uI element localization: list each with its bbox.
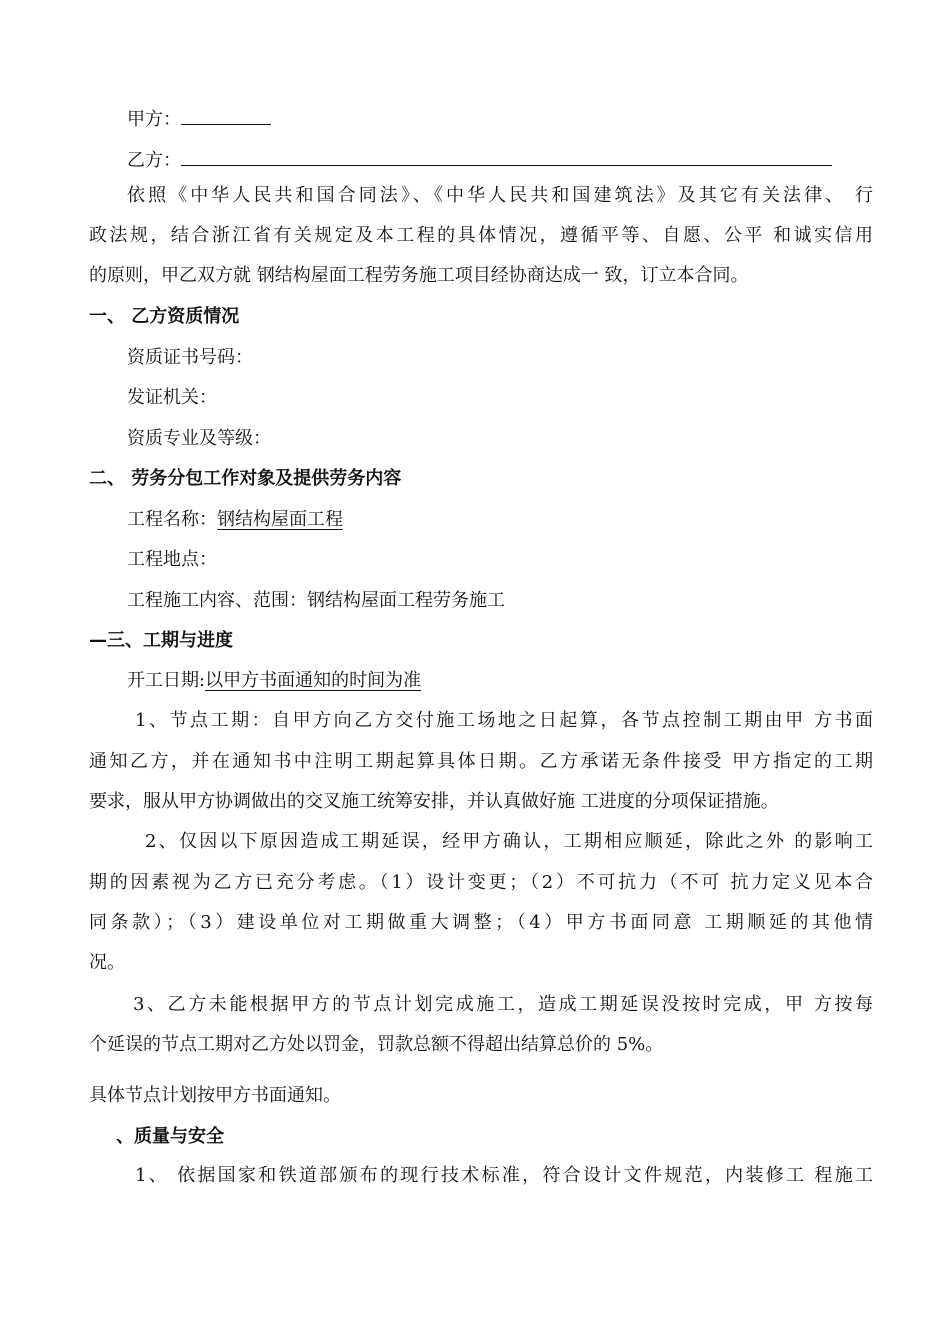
- project-name-value: 钢结构屋面工程: [217, 509, 343, 530]
- issuer-label: 发证机关：: [127, 387, 217, 408]
- schedule-note: 具体节点计划按甲方书面通知。: [89, 1085, 341, 1106]
- project-name-label: 工程名称：: [127, 509, 217, 530]
- party-a-label: 甲方：: [127, 109, 181, 130]
- item-3-line-1: 3、乙方未能根据甲方的节点计划完成施工，造成工期延误没按时完成，甲 方按每: [133, 994, 873, 1015]
- item-2-line-3: 同条款）；（3）建设单位对工期做重大调整；（4）甲方书面同意 工期顺延的其他情: [89, 912, 873, 933]
- preamble-line-3: 的原则，甲乙双方就 钢结构屋面工程劳务施工项目经协商达成一 致，订立本合同。: [89, 265, 749, 286]
- section-4-title: 、质量与安全: [116, 1126, 224, 1147]
- party-b-blank: [181, 147, 832, 166]
- preamble-line-2: 政法规，结合浙江省有关规定及本工程的具体情况，遵循平等、自愿、公平 和诚实信用: [89, 225, 873, 246]
- cert-number-label: 资质证书号码：: [127, 347, 253, 368]
- section-2-title: 二、 劳务分包工作对象及提供劳务内容: [89, 468, 402, 489]
- party-b-label: 乙方：: [127, 150, 181, 171]
- item-3-line-2: 个延误的节点工期对乙方处以罚金，罚款总额不得超出结算总价的 5%。: [89, 1034, 664, 1055]
- item-2-line-2: 期的因素视为乙方已充分考虑。（1）设计变更；（2）不可抗力（不可 抗力定义见本合: [89, 872, 873, 893]
- specialty-grade-label: 资质专业及等级：: [127, 428, 271, 449]
- party-b-line: [127, 147, 832, 173]
- section-3-title: —三、工期与进度: [89, 630, 233, 651]
- item-2-line-4: 况。: [89, 952, 125, 973]
- project-name-line: [127, 508, 343, 532]
- item-1-line-2: 通知乙方，并在通知书中注明工期起算具体日期。乙方承诺无条件接受 甲方指定的工期: [89, 751, 873, 772]
- preamble-line-1: 依照《中华人民共和国合同法》、《中华人民共和国建筑法》及其它有关法律、 行: [127, 185, 873, 206]
- section-1-title: 一、 乙方资质情况: [89, 306, 240, 327]
- item-1-line-3: 要求，服从甲方协调做出的交叉施工统筹安排，并认真做好施 工进度的分项保证措施。: [89, 791, 779, 812]
- start-date-label: 开工日期:: [127, 670, 206, 691]
- quality-item-1-line-1: 1、 依据国家和铁道部颁布的现行技术标准，符合设计文件规范，内装修工 程施工: [135, 1165, 873, 1186]
- party-a-blank: [181, 106, 271, 125]
- start-date-value: 以甲方书面通知的时间为准: [205, 670, 422, 691]
- start-date-line: [127, 669, 421, 693]
- project-scope-line: 工程施工内容、范围：钢结构屋面工程劳务施工: [127, 590, 505, 611]
- item-2-line-1: 2、仅因以下原因造成工期延误，经甲方确认，工期相应顺延，除此之外 的影响工: [145, 831, 873, 852]
- item-1-line-1: 1、节点工期：自甲方向乙方交付施工场地之日起算，各节点控制工期由甲 方书面: [135, 710, 873, 731]
- party-a-line: [127, 106, 271, 132]
- project-location-label: 工程地点：: [127, 549, 217, 570]
